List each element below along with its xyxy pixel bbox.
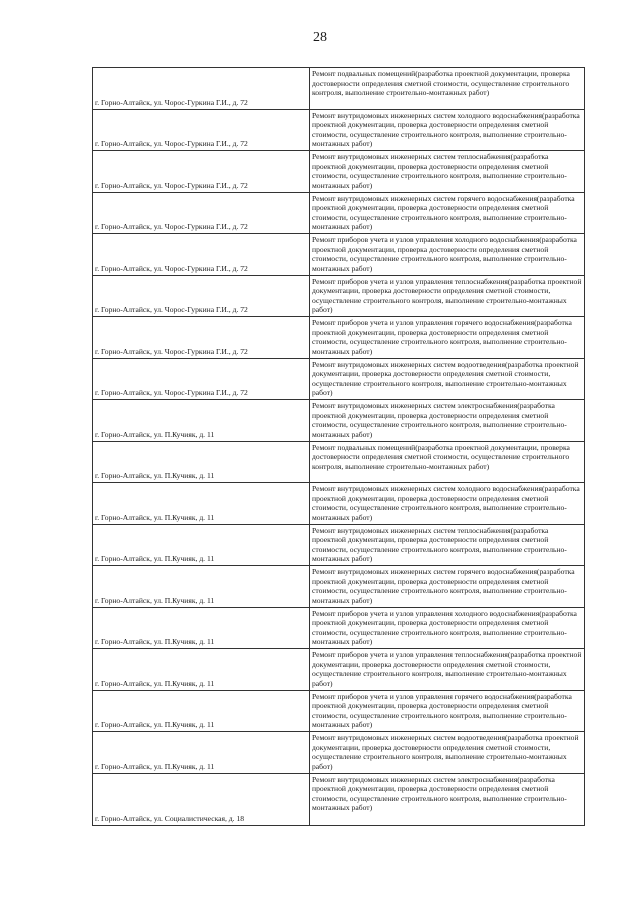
works-table (92, 67, 585, 826)
address-cell: г. Горно-Алтайск, ул. Чорос-Гуркина Г.И., д. 72 (93, 192, 310, 234)
table-row (93, 192, 585, 234)
table-row (93, 566, 585, 608)
work-description-cell: Ремонт внутридомовых инженерных систем холодного водоснабжения(разработка проектной документации, проверка достоверности определения сметной стоимости, осуществление строительного контроля, выполнение строительно-монтажных работ) (310, 109, 585, 151)
work-description-cell: Ремонт внутридомовых инженерных систем горячего водоснабжения(разработка проектной документации, проверка достоверности определения сметной стоимости, осуществление строительного контроля, выполнение строительно-монтажных работ) (310, 192, 585, 234)
work-description-cell: Ремонт приборов учета и узлов управления холодного водоснабжения(разработка проектной документации, проверка достоверности определения сметной стоимости, осуществление строительного контроля, выполнение строительно-монтажных работ) (310, 607, 585, 649)
table-row (93, 524, 585, 566)
address-cell: г. Горно-Алтайск, ул. Чорос-Гуркина Г.И., д. 72 (93, 109, 310, 151)
address-cell: г. Горно-Алтайск, ул. Социалистическая, д. 18 (93, 773, 310, 825)
table-row (93, 275, 585, 317)
work-description-cell: Ремонт внутридомовых инженерных систем холодного водоснабжения(разработка проектной документации, проверка достоверности определения сметной стоимости, осуществление строительного контроля, выполнение строительно-монтажных работ) (310, 483, 585, 525)
work-description-cell: Ремонт внутридомовых инженерных систем электроснабжения(разработка проектной документации, проверка достоверности определения сметной стоимости, осуществление строительного контроля, выполнение строительно-монтажных работ) (310, 400, 585, 442)
work-description-cell: Ремонт подвальных помещений(разработка проектной документации, проверка достоверности определения сметной стоимости, осуществление строительного контроля, выполнение строительно-монтажных работ) (310, 68, 585, 110)
work-description-cell: Ремонт приборов учета и узлов управления теплоснабжения(разработка проектной документации, проверка достоверности определения сметной стоимости, осуществление строительного контроля, выполнение строительно-монтажных работ) (310, 649, 585, 691)
table-row (93, 151, 585, 193)
table-row (93, 109, 585, 151)
address-cell: г. Горно-Алтайск, ул. П.Кучияк, д. 11 (93, 649, 310, 691)
table-row (93, 441, 585, 483)
works-table-body (93, 68, 585, 826)
address-cell: г. Горно-Алтайск, ул. П.Кучияк, д. 11 (93, 441, 310, 483)
table-row (93, 317, 585, 359)
address-cell: г. Горно-Алтайск, ул. Чорос-Гуркина Г.И., д. 72 (93, 151, 310, 193)
work-description-cell: Ремонт приборов учета и узлов управления теплоснабжения(разработка проектной документации, проверка достоверности определения сметной стоимости, осуществление строительного контроля, выполнение строительно-монтажных работ) (310, 275, 585, 317)
address-cell: г. Горно-Алтайск, ул. П.Кучияк, д. 11 (93, 607, 310, 649)
table-row (93, 607, 585, 649)
table-row (93, 358, 585, 400)
table-row (93, 483, 585, 525)
address-cell: г. Горно-Алтайск, ул. П.Кучияк, д. 11 (93, 566, 310, 608)
work-description-cell: Ремонт приборов учета и узлов управления горячего водоснабжения(разработка проектной документации, проверка достоверности определения сметной стоимости, осуществление строительного контроля, выполнение строительно-монтажных работ) (310, 317, 585, 359)
table-row (93, 68, 585, 110)
address-cell: г. Горно-Алтайск, ул. П.Кучияк, д. 11 (93, 690, 310, 732)
table-row (93, 773, 585, 825)
work-description-cell: Ремонт внутридомовых инженерных систем горячего водоснабжения(разработка проектной документации, проверка достоверности определения сметной стоимости, осуществление строительного контроля, выполнение строительно-монтажных работ) (310, 566, 585, 608)
table-row (93, 732, 585, 774)
address-cell: г. Горно-Алтайск, ул. Чорос-Гуркина Г.И., д. 72 (93, 358, 310, 400)
address-cell: г. Горно-Алтайск, ул. П.Кучияк, д. 11 (93, 483, 310, 525)
page-number: 28 (313, 30, 327, 45)
address-cell: г. Горно-Алтайск, ул. П.Кучияк, д. 11 (93, 400, 310, 442)
work-description-cell: Ремонт подвальных помещений(разработка проектной документации, проверка достоверности определения сметной стоимости, осуществление строительного контроля, выполнение строительно-монтажных работ) (310, 441, 585, 483)
address-cell: г. Горно-Алтайск, ул. Чорос-Гуркина Г.И., д. 72 (93, 275, 310, 317)
work-description-cell: Ремонт приборов учета и узлов управления горячего водоснабжения(разработка проектной документации, проверка достоверности определения сметной стоимости, осуществление строительного контроля, выполнение строительно-монтажных работ) (310, 690, 585, 732)
address-cell: г. Горно-Алтайск, ул. Чорос-Гуркина Г.И., д. 72 (93, 68, 310, 110)
table-row (93, 400, 585, 442)
table-row (93, 690, 585, 732)
work-description-cell: Ремонт внутридомовых инженерных систем теплоснабжения(разработка проектной документации, проверка достоверности определения сметной стоимости, осуществление строительного контроля, выполнение строительно-монтажных работ) (310, 151, 585, 193)
address-cell: г. Горно-Алтайск, ул. Чорос-Гуркина Г.И., д. 72 (93, 234, 310, 276)
work-description-cell: Ремонт внутридомовых инженерных систем водоотведения(разработка проектной документации, проверка достоверности определения сметной стоимости, осуществление строительного контроля, выполнение строительно-монтажных работ) (310, 732, 585, 774)
table-row (93, 649, 585, 691)
address-cell: г. Горно-Алтайск, ул. П.Кучияк, д. 11 (93, 732, 310, 774)
work-description-cell: Ремонт внутридомовых инженерных систем электроснабжения(разработка проектной документации, проверка достоверности определения сметной стоимости, осуществление строительного контроля, выполнение строительно-монтажных работ) (310, 773, 585, 825)
work-description-cell: Ремонт внутридомовых инженерных систем водоотведения(разработка проектной документации, проверка достоверности определения сметной стоимости, осуществление строительного контроля, выполнение строительно-монтажных работ) (310, 358, 585, 400)
work-description-cell: Ремонт приборов учета и узлов управления холодного водоснабжения(разработка проектной документации, проверка достоверности определения сметной стоимости, осуществление строительного контроля, выполнение строительно-монтажных работ) (310, 234, 585, 276)
address-cell: г. Горно-Алтайск, ул. Чорос-Гуркина Г.И., д. 72 (93, 317, 310, 359)
table-row (93, 234, 585, 276)
address-cell: г. Горно-Алтайск, ул. П.Кучияк, д. 11 (93, 524, 310, 566)
work-description-cell: Ремонт внутридомовых инженерных систем теплоснабжения(разработка проектной документации, проверка достоверности определения сметной стоимости, осуществление строительного контроля, выполнение строительно-монтажных работ) (310, 524, 585, 566)
